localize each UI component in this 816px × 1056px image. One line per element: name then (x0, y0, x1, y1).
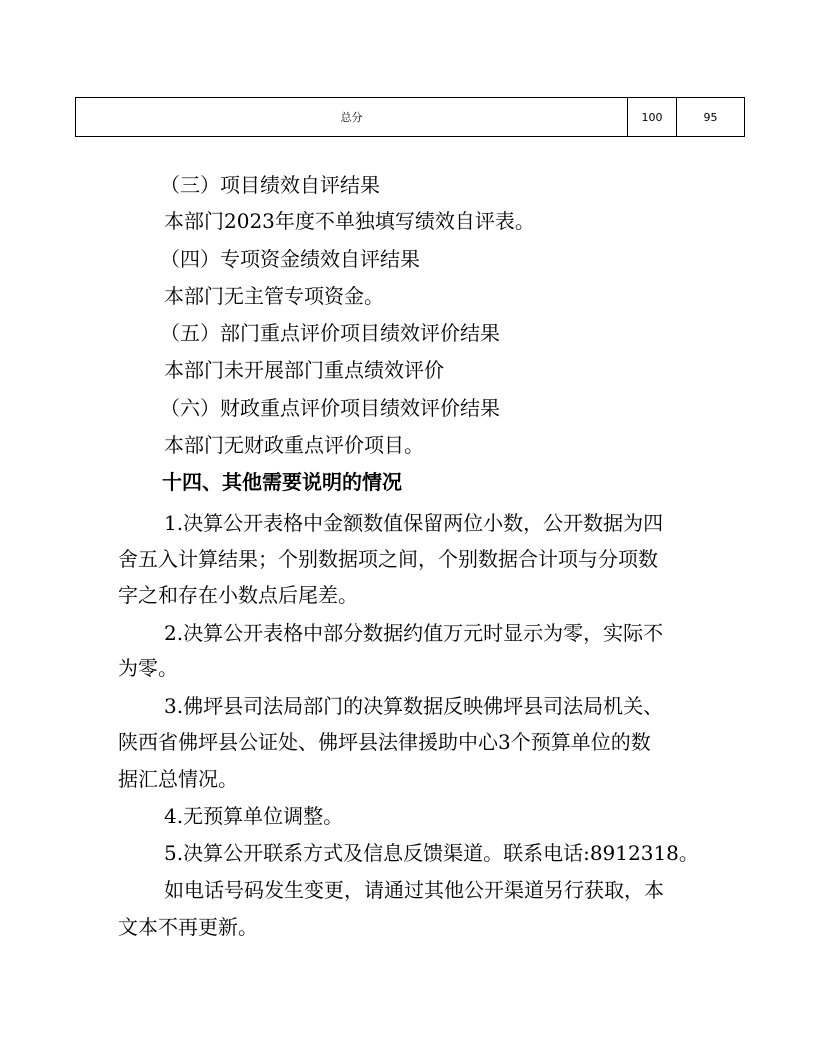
note-6-line-1: 如电话号码发生变更，请通过其他公开渠道另行获取，本 (164, 878, 664, 902)
note-1-line-2: 舍五入计算结果；个别数据项之间，个别数据合计项与分项数 (118, 547, 658, 571)
note-5-line-1: 5.决算公开联系方式及信息反馈渠道。联系电话:8912318。 (164, 841, 699, 865)
section-3-body: 本部门2023年度不单独填写绩效自评表。 (164, 209, 535, 233)
section-14-heading: 十四、其他需要说明的情况 (162, 470, 402, 494)
section-6-heading: （六）财政重点评价项目绩效评价结果 (160, 396, 500, 420)
note-2-line-1: 2.决算公开表格中部分数据约值万元时显示为零，实际不 (164, 621, 664, 645)
note-3-line-2: 陕西省佛坪县公证处、佛坪县法律援助中心3个预算单位的数 (118, 730, 651, 754)
note-1-line-1: 1.决算公开表格中金额数值保留两位小数，公开数据为四 (164, 511, 664, 535)
note-6-line-2: 文本不再更新。 (118, 915, 258, 939)
section-5-body: 本部门未开展部门重点绩效评价 (164, 358, 444, 382)
note-2-line-2: 为零。 (118, 656, 178, 680)
full-score-value: 100 (628, 98, 677, 137)
section-4-body: 本部门无主管专项资金。 (164, 284, 384, 308)
score-value: 95 (677, 98, 745, 137)
total-score-label: 总分 (76, 98, 628, 137)
note-3-line-3: 据汇总情况。 (118, 767, 238, 791)
section-3-heading: （三）项目绩效自评结果 (160, 173, 380, 197)
note-1-line-3: 字之和存在小数点后尾差。 (118, 583, 358, 607)
section-5-heading: （五）部门重点评价项目绩效评价结果 (160, 321, 500, 345)
note-4-line-1: 4.无预算单位调整。 (164, 804, 344, 828)
score-table (75, 97, 745, 137)
section-6-body: 本部门无财政重点评价项目。 (164, 433, 424, 457)
table-row (76, 98, 745, 137)
section-4-heading: （四）专项资金绩效自评结果 (160, 247, 420, 271)
note-3-line-1: 3.佛坪县司法局部门的决算数据反映佛坪县司法局机关、 (164, 694, 664, 718)
